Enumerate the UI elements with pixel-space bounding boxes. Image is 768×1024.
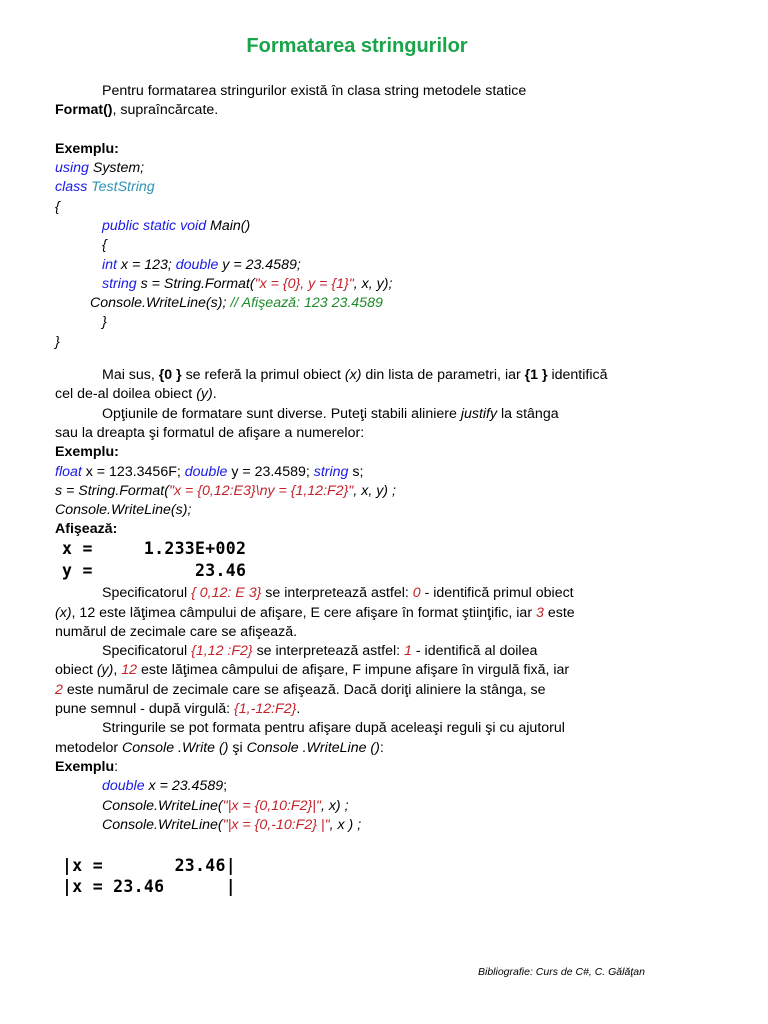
width-12: 12 xyxy=(121,662,138,678)
text: : xyxy=(114,759,119,775)
s-args: , x, y) ; xyxy=(353,483,396,499)
code-format xyxy=(102,275,392,294)
example-heading-1: Exemplu: xyxy=(55,141,119,157)
code-brace-close: } xyxy=(55,334,60,350)
spec-e3: { 0,12: E 3} xyxy=(191,585,262,601)
text: Opţiunile de formatare sunt diverse. Puteţi stabili aliniere xyxy=(102,406,461,422)
decimals-3: 3 xyxy=(536,605,544,621)
console-output-1: x = 1.233E+002 xyxy=(62,539,247,558)
text: pune semnul - după virgulă: xyxy=(55,701,235,717)
page-title: Formatarea stringurilor xyxy=(246,35,468,57)
kw-float: float xyxy=(55,464,82,480)
text: obiect xyxy=(55,662,97,678)
kw-string: string xyxy=(102,276,137,292)
spec-para-2-line-2 xyxy=(55,661,569,680)
text: este lăţimea câmpului de afişare, F impune afişare în virgulă fixă, iar xyxy=(137,662,570,678)
class-name: TestString xyxy=(91,179,155,195)
kw-double: double xyxy=(102,778,145,794)
text: - identifică primul obiect xyxy=(420,585,574,601)
text: cel de-al doilea obiect xyxy=(55,386,197,402)
index-1: 1 xyxy=(404,643,412,659)
bibliography-footer: Bibliografie: Curs de C#, C. Gălăţan xyxy=(478,966,645,978)
index-0: 0 xyxy=(412,585,421,601)
explain-line-3 xyxy=(102,405,559,424)
spec-f2: {1,12 :F2} xyxy=(191,643,253,659)
code-writeline xyxy=(90,294,383,313)
using-rest: System; xyxy=(88,160,145,176)
text: , 12 este lăţimea câmpului de afişare, E cere afişare în format ştiinţific, iar xyxy=(71,605,536,621)
code-class xyxy=(55,178,155,197)
writeline-call: Console.WriteLine(s); xyxy=(90,295,231,311)
kw-double: double xyxy=(175,257,219,273)
spec-para-1-line-1 xyxy=(102,584,574,603)
code-main xyxy=(102,217,250,236)
int-rest: x = 123; xyxy=(116,257,176,273)
text: Specificatorul xyxy=(102,643,192,659)
text: Mai sus, xyxy=(102,367,159,383)
console-output-3: |x = 23.46| xyxy=(62,856,236,875)
text: metodelor xyxy=(55,740,123,756)
text: . xyxy=(212,386,217,402)
obj-x: (x) xyxy=(344,367,362,383)
text: Specificatorul xyxy=(102,585,192,601)
code2-decl xyxy=(55,463,363,482)
kw-int: int xyxy=(102,257,117,273)
text: , x) ; xyxy=(320,798,349,814)
format-method: Format() xyxy=(55,102,113,118)
intro-line-2 xyxy=(55,101,218,120)
text: . xyxy=(296,701,301,717)
text: , xyxy=(113,662,122,678)
text: Console.WriteLine( xyxy=(102,798,223,814)
main-rest: Main() xyxy=(206,218,251,234)
double-rest: y = 23.4589; xyxy=(218,257,301,273)
code-inner-close: } xyxy=(102,314,107,330)
intro-line-1: Pentru formatarea stringurilor există în clasa string metodele statice xyxy=(102,83,527,99)
code-inner-open: { xyxy=(102,237,107,253)
format-string: "x = {0,12:E3}\ny = {1,12:F2}" xyxy=(168,483,354,499)
explain-line-4: sau la dreapta şi formatul de afişare a numerelor: xyxy=(55,425,365,441)
methods-line-2 xyxy=(55,739,384,758)
spec-para-2-line-3 xyxy=(55,681,546,700)
text: Console.WriteLine( xyxy=(102,817,223,833)
spec-para-1-line-3: numărul de zecimale care se afişează. xyxy=(55,624,298,640)
s-args: , x, y); xyxy=(353,276,393,292)
decimals-2: 2 xyxy=(55,682,63,698)
console-write: Console .Write () xyxy=(122,740,229,756)
text: - identifică al doilea xyxy=(411,643,538,659)
placeholder-0: {0 } xyxy=(158,367,182,383)
format-string: "|x = {0,-10:F2} |" xyxy=(222,817,330,833)
code3-writeline-1 xyxy=(102,797,349,816)
example-heading-2: Exemplu: xyxy=(55,444,119,460)
console-output-2: y = 23.46 xyxy=(62,561,247,580)
text: ; xyxy=(223,778,228,794)
explain-line-2 xyxy=(55,385,217,404)
code2-format xyxy=(55,482,396,501)
text: y = 23.4589; xyxy=(227,464,314,480)
format-string: "|x = {0,10:F2}|" xyxy=(222,798,321,814)
text: : xyxy=(379,740,384,756)
kw-public-static-void: public static void xyxy=(102,218,207,234)
intro-rest: , supraîncărcate. xyxy=(112,102,219,118)
code2-writeline: Console.WriteLine(s); xyxy=(55,502,192,518)
kw-class: class xyxy=(55,179,88,195)
example-heading-3 xyxy=(55,758,118,777)
explain-line-1 xyxy=(102,366,607,385)
s-assign: s = String.Format( xyxy=(136,276,255,292)
text: se referă la primul obiect xyxy=(181,367,345,383)
kw-double: double xyxy=(184,464,228,480)
code-decl xyxy=(102,256,301,275)
spec-para-2-line-4 xyxy=(55,700,300,719)
kw-using: using xyxy=(55,160,89,176)
text: la stânga xyxy=(497,406,559,422)
console-output-4: |x = 23.46 | xyxy=(62,877,236,896)
output-heading: Afişează: xyxy=(55,521,118,537)
text: x = 23.4589 xyxy=(144,778,224,794)
text: , x ) ; xyxy=(329,817,362,833)
code-using xyxy=(55,159,144,178)
code3-writeline-2 xyxy=(102,816,361,835)
text: şi xyxy=(228,740,247,756)
code3-decl xyxy=(102,777,227,796)
text: Exemplu xyxy=(55,759,115,775)
text: din lista de parametri, iar xyxy=(361,367,525,383)
s-assign: s = String.Format( xyxy=(55,483,169,499)
text: x = 123.3456F; xyxy=(81,464,185,480)
spec-para-2-line-1 xyxy=(102,642,537,661)
console-writeline: Console .WriteLine () xyxy=(246,740,380,756)
obj-y: (y) xyxy=(96,662,114,678)
format-string: "x = {0}, y = {1}" xyxy=(254,276,354,292)
text: s; xyxy=(348,464,364,480)
text: se interpretează astfel: xyxy=(261,585,413,601)
kw-string: string xyxy=(313,464,349,480)
text: se interpretează astfel: xyxy=(252,643,405,659)
methods-line-1: Stringurile se pot formata pentru afişare după aceleaşi reguli şi cu ajutorul xyxy=(102,720,565,736)
text: este xyxy=(543,605,575,621)
code-brace-open: { xyxy=(55,199,60,215)
justify-word: justify xyxy=(460,406,498,422)
spec-left-align: {1,-12:F2} xyxy=(234,701,297,717)
obj-y: (y) xyxy=(196,386,213,402)
spec-para-1-line-2 xyxy=(55,604,575,623)
code-comment: // Afişează: 123 23.4589 xyxy=(230,295,383,311)
text: este numărul de zecimale care se afişează. Dacă doriţi aliniere la stânga, se xyxy=(62,682,546,698)
text: identifică xyxy=(547,367,608,383)
placeholder-1: {1 } xyxy=(524,367,548,383)
obj-x: (x) xyxy=(55,605,72,621)
